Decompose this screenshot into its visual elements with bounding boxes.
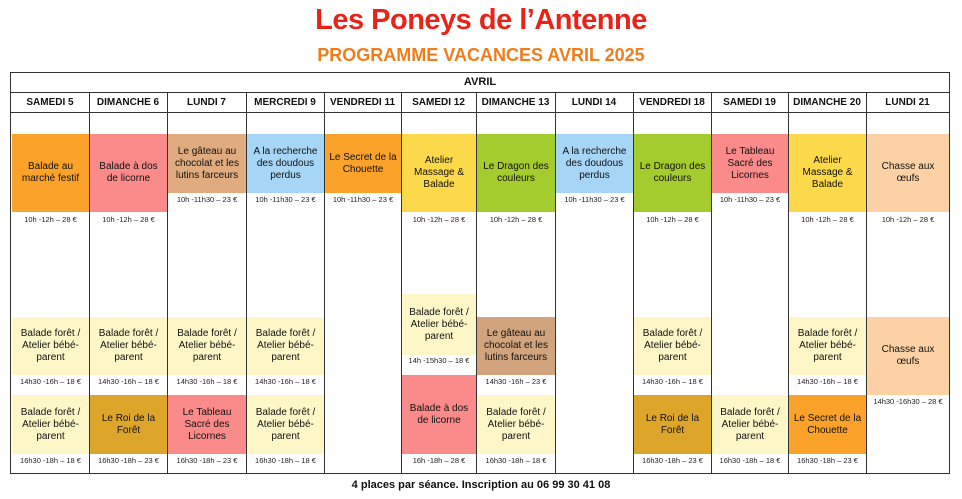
day-header: DIMANCHE 6	[89, 93, 167, 113]
day-header: SAMEDI 5	[11, 93, 89, 113]
activity-card: Balade forêt / Atelier bébé-parent	[634, 317, 711, 375]
activity-info: 10h -12h – 28 €	[489, 215, 543, 224]
activity-info: 10h -12h – 28 €	[24, 215, 77, 224]
activity-card: Le gâteau au chocolat et les lutins farceurs	[168, 134, 246, 193]
activity-card: Le Dragon des couleurs	[477, 134, 555, 212]
page-title: Les Poneys de l’Antenne	[315, 4, 647, 36]
day-header: SAMEDI 12	[401, 93, 476, 113]
schedule-grid	[10, 72, 950, 474]
activity-card: Le Secret de la Chouette	[325, 134, 401, 193]
activity-card: Le Roi de la Forêt	[634, 395, 711, 454]
activity-info: 16h -18h – 28 €	[412, 456, 466, 465]
day-header: VENDREDI 11	[324, 93, 401, 113]
day-header: VENDREDI 18	[633, 93, 711, 113]
activity-card: Le Roi de la Forêt	[90, 395, 167, 454]
activity-card: Balade forêt / Atelier bébé-parent	[477, 395, 555, 454]
activity-info: 16h30 -18h – 18 €	[20, 456, 81, 465]
activity-info: 14h30 -16h – 18 €	[642, 377, 703, 386]
activity-card: Le Secret de la Chouette	[789, 395, 866, 454]
activity-info: 10h -11h30 – 23 €	[564, 195, 625, 204]
activity-info: 10h -12h – 28 €	[412, 215, 466, 224]
activity-info: 14h30 -16h – 18 €	[255, 377, 316, 386]
activity-info: 16h30 -18h – 23 €	[642, 456, 703, 465]
activity-info: 14h30 -16h – 18 €	[98, 377, 159, 386]
activity-info: 10h -12h – 28 €	[102, 215, 155, 224]
activity-card: Le Tableau Sacré des Licornes	[712, 134, 788, 193]
activity-info: 16h30 -18h – 23 €	[98, 456, 159, 465]
activity-info: 10h -11h30 – 23 €	[176, 195, 238, 204]
activity-card: Balade forêt / Atelier bébé-parent	[789, 317, 866, 375]
activity-info: 14h30 -16h – 18 €	[176, 377, 238, 386]
activity-info: 10h -11h30 – 23 €	[332, 195, 394, 204]
activity-card: Balade à dos de licorne	[402, 375, 476, 454]
month-header: AVRIL	[11, 73, 949, 93]
activity-info: 16h30 -18h – 18 €	[719, 456, 781, 465]
activity-card: Balade forêt / Atelier bébé-parent	[168, 317, 246, 375]
day-header: LUNDI 7	[167, 93, 246, 113]
activity-card: Le Dragon des couleurs	[634, 134, 711, 212]
activity-card: Balade forêt / Atelier bébé-parent	[90, 317, 167, 375]
day-header: LUNDI 21	[866, 93, 949, 113]
activity-card: Balade forêt / Atelier bébé-parent	[712, 395, 788, 454]
activity-info: 10h -11h30 – 23 €	[719, 195, 781, 204]
activity-info: 16h30 -18h – 18 €	[485, 456, 547, 465]
activity-info: 14h30 -16h – 18 €	[797, 377, 858, 386]
activity-card: A la recherche des doudous perdus	[556, 134, 633, 193]
activity-card: Balade forêt / Atelier bébé-parent	[402, 294, 476, 355]
activity-card: Chasse aux œufs	[867, 134, 949, 212]
activity-card: Le gâteau au chocolat et les lutins farceurs	[477, 317, 555, 375]
activity-info: 10h -12h – 28 €	[881, 215, 935, 224]
activity-info: 16h30 -18h – 23 €	[176, 456, 238, 465]
activity-info: 14h30 -16h – 23 €	[485, 377, 547, 386]
activity-card: Balade forêt / Atelier bébé-parent	[12, 317, 89, 375]
activity-card: Le Tableau Sacré des Licornes	[168, 395, 246, 454]
day-header: DIMANCHE 20	[788, 93, 866, 113]
day-header: SAMEDI 19	[711, 93, 788, 113]
activity-info: 14h -15h30 – 18 €	[408, 356, 470, 365]
day-header: DIMANCHE 13	[476, 93, 555, 113]
activity-card: Balade forêt / Atelier bébé-parent	[247, 395, 324, 454]
activity-info: 16h30 -18h – 23 €	[797, 456, 858, 465]
activity-info: 14h30 -16h30 – 28 €	[873, 397, 943, 406]
footer-note: 4 places par séance. Inscription au 06 99 30 41 08	[351, 479, 611, 491]
activity-card: Atelier Massage & Balade	[789, 134, 866, 212]
activity-info: 16h30 -18h – 18 €	[255, 456, 316, 465]
activity-card: Atelier Massage & Balade	[402, 134, 476, 212]
activity-info: 10h -12h – 28 €	[646, 215, 699, 224]
activity-info: 14h30 -16h – 18 €	[20, 377, 81, 386]
activity-info: 10h -12h – 28 €	[801, 215, 854, 224]
activity-card: Balade forêt / Atelier bébé-parent	[247, 317, 324, 375]
activity-card: Balade à dos de licorne	[90, 134, 167, 212]
activity-info: 10h -11h30 – 23 €	[255, 195, 316, 204]
activity-card: Balade forêt / Atelier bébé-parent	[12, 395, 89, 454]
activity-card: Balade au marché festif	[12, 134, 89, 212]
page-subtitle: PROGRAMME VACANCES AVRIL 2025	[317, 45, 645, 65]
activity-card: A la recherche des doudous perdus	[247, 134, 324, 193]
day-header: LUNDI 14	[555, 93, 633, 113]
activity-card: Chasse aux œufs	[867, 317, 949, 395]
day-header: MERCREDI 9	[246, 93, 324, 113]
